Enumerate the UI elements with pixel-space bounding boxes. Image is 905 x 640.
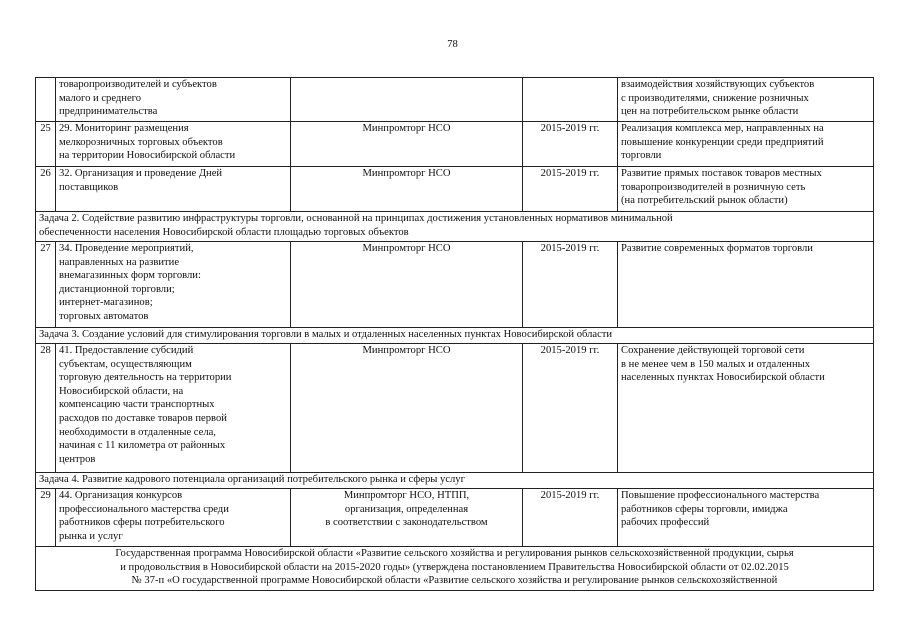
table-row: [36, 122, 874, 167]
period-cell: 2015-2019 гг.: [523, 167, 618, 212]
period-cell: 2015-2019 гг.: [523, 344, 618, 473]
table-row: [36, 167, 874, 212]
result-cell: Повышение профессионального мастерства работников сферы торговли, имиджа рабочих профессий: [618, 489, 874, 547]
task-row: [36, 212, 874, 242]
measure-cell: 41. Предоставление субсидий субъектам, осуществляющим торговую деятельность на территории Новосибирской области, на компенсацию части транспортных расходов по доставке товаров первой необходимости в отдаленные села, начиная с 11 километра от районных центров: [56, 344, 291, 473]
footer-row: [36, 547, 874, 591]
row-number: 25: [36, 122, 56, 167]
task-heading: Задача 2. Содействие развитию инфраструктуры торговли, основанной на принципах достижения установленных нормативов минимальной обеспеченности населения Новосибирской области площадью торговых объектов: [36, 212, 874, 242]
period-cell: 2015-2019 гг.: [523, 242, 618, 328]
page-number: 78: [447, 39, 458, 50]
executor-cell: [291, 78, 523, 122]
task-row: [36, 473, 874, 489]
period-cell: [523, 78, 618, 122]
row-number: 26: [36, 167, 56, 212]
result-cell: Развитие современных форматов торговли: [618, 242, 874, 328]
row-number: 27: [36, 242, 56, 328]
task-heading: Задача 3. Создание условий для стимулирования торговли в малых и отдаленных населенных пунктах Новосибирской области: [36, 328, 874, 344]
measure-cell: 32. Организация и проведение Дней поставщиков: [56, 167, 291, 212]
result-cell: Развитие прямых поставок товаров местных товаропроизводителей в розничную сеть (на потребительский рынок области): [618, 167, 874, 212]
table-row: [36, 242, 874, 328]
table-row: [36, 78, 874, 122]
measure-cell: 44. Организация конкурсов профессионального мастерства среди работников сферы потребительского рынка и услуг: [56, 489, 291, 547]
measures-table: [35, 77, 874, 591]
measure-cell: 34. Проведение мероприятий, направленных на развитие внемагазинных форм торговли: дистанционной торговли; интернет-магазинов; торговых автоматов: [56, 242, 291, 328]
task-row: [36, 328, 874, 344]
period-cell: 2015-2019 гг.: [523, 122, 618, 167]
program-footer-note: Государственная программа Новосибирской области «Развитие сельского хозяйства и регулирования рынков сельскохозяйственной продукции, сырья и продовольствия в Новосибирской области на 2015-2020 годы» (утверждена постановлением Правительства Новосибирской области от 02.02.2015 № 37-п «О государственной программе Новосибирской области «Развитие сельского хозяйства и регулирование рынков сельскохозяйственной: [36, 547, 874, 591]
executor-cell: Минпромторг НСО: [291, 344, 523, 473]
result-cell: взаимодействия хозяйствующих субъектов с производителями, снижение розничных цен на потребительском рынке области: [618, 78, 874, 122]
period-cell: 2015-2019 гг.: [523, 489, 618, 547]
executor-cell: Минпромторг НСО, НТПП, организация, определенная в соответствии с законодательством: [291, 489, 523, 547]
table-row: [36, 344, 874, 473]
table-row: [36, 489, 874, 547]
measure-cell: 29. Мониторинг размещения мелкорозничных торговых объектов на территории Новосибирской области: [56, 122, 291, 167]
executor-cell: Минпромторг НСО: [291, 122, 523, 167]
row-number: 28: [36, 344, 56, 473]
result-cell: Реализация комплекса мер, направленных на повышение конкуренции среди предприятий торговли: [618, 122, 874, 167]
task-heading: Задача 4. Развитие кадрового потенциала организаций потребительского рынка и сферы услуг: [36, 473, 874, 489]
executor-cell: Минпромторг НСО: [291, 242, 523, 328]
row-number: 29: [36, 489, 56, 547]
measure-cell: товаропроизводителей и субъектов малого и среднего предпринимательства: [56, 78, 291, 122]
row-number: [36, 78, 56, 122]
executor-cell: Минпромторг НСО: [291, 167, 523, 212]
result-cell: Сохранение действующей торговой сети в не менее чем в 150 малых и отдаленных населенных пунктах Новосибирской области: [618, 344, 874, 473]
